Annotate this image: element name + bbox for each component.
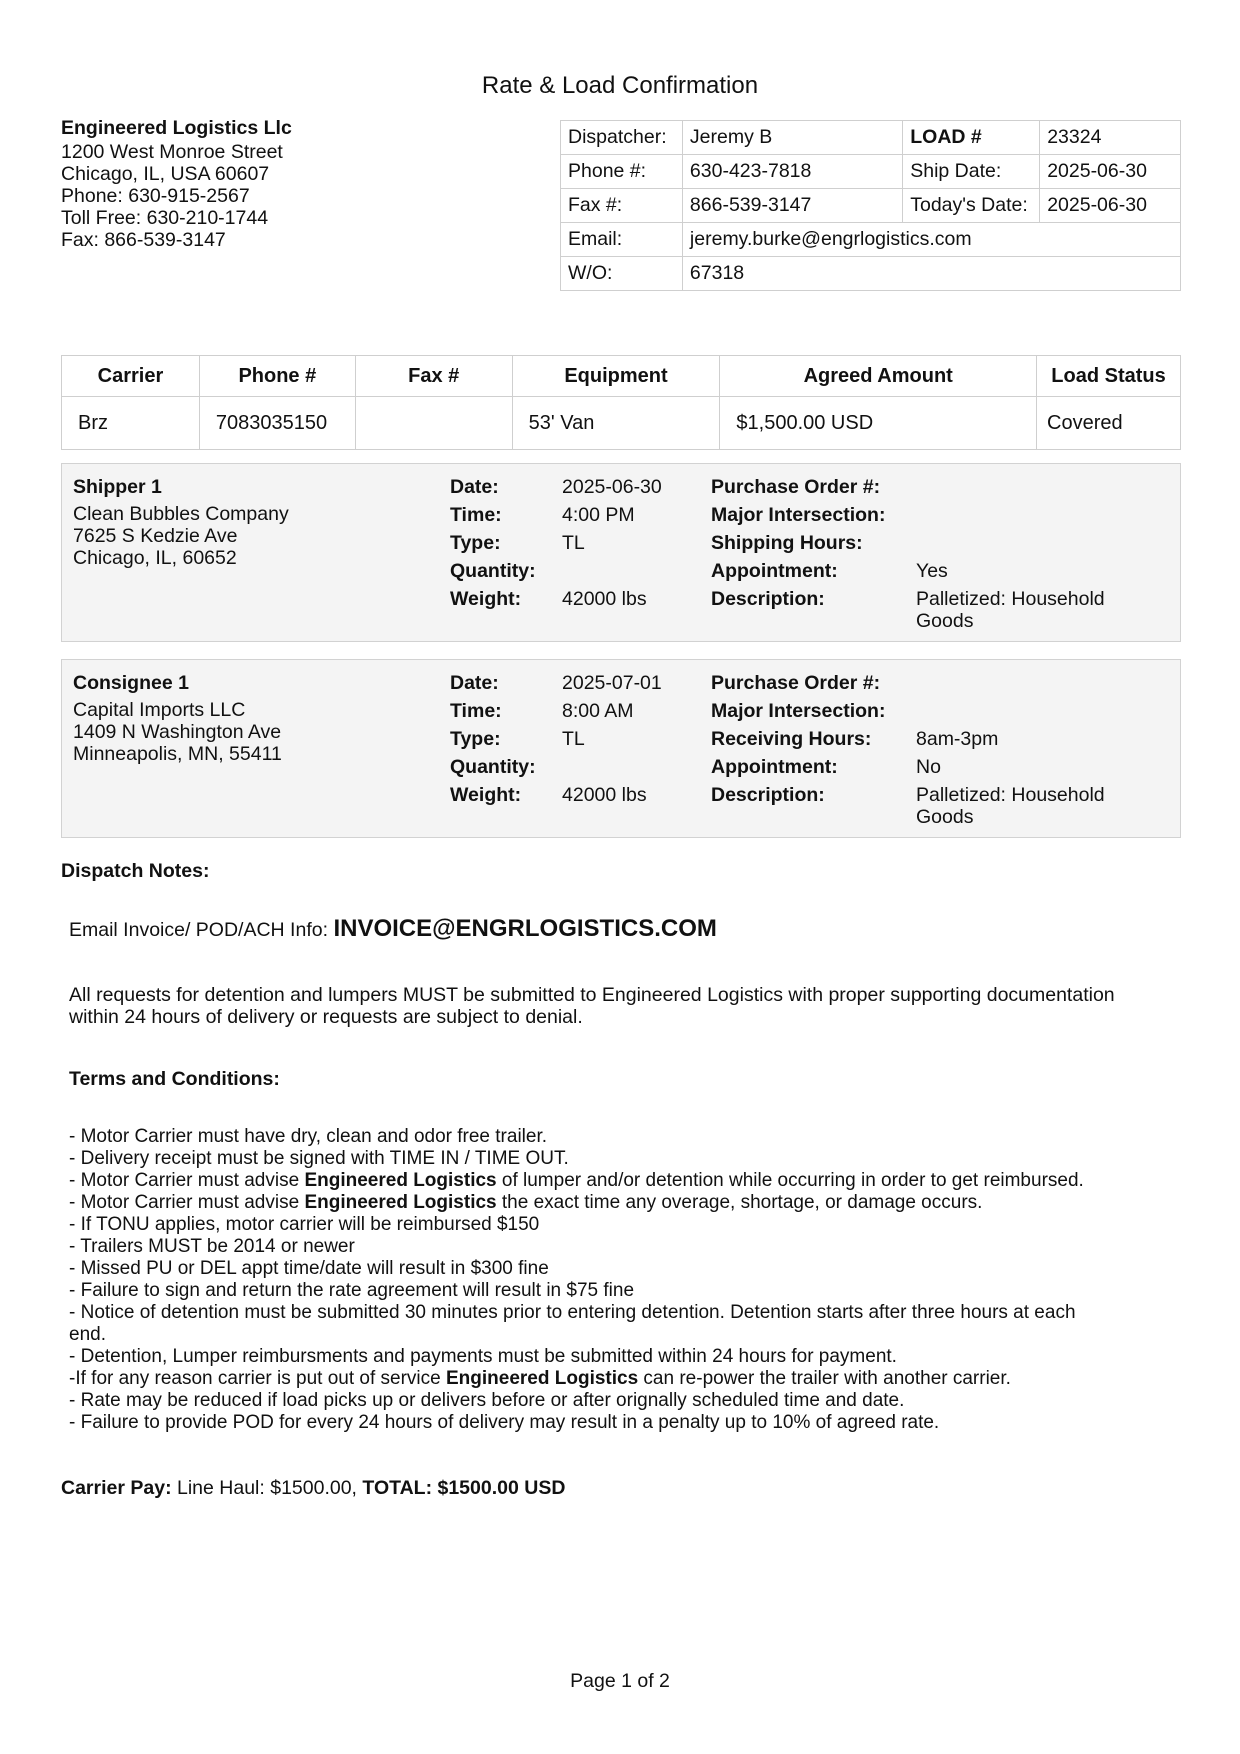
consignee-quantity-label: Quantity: [450, 756, 536, 778]
consignee-description-line1: Palletized: Household [916, 784, 1105, 806]
list-item [69, 1170, 1084, 1192]
carrier-phone-header: Phone # [199, 356, 355, 397]
list-item: - Rate may be reduced if load picks up or delivers before or after orignally scheduled time and date. [69, 1390, 905, 1411]
invoice-email-address[interactable]: INVOICE@ENGRLOGISTICS.COM [333, 915, 717, 942]
document-title: Rate & Load Confirmation [481, 72, 759, 99]
shipper-quantity-label: Quantity: [450, 560, 536, 582]
consignee-time-label: Time: [450, 700, 502, 722]
shipper-time-value: 4:00 PM [562, 504, 635, 526]
carrier-pay-line [61, 1477, 565, 1500]
shipper-hours-label: Shipping Hours: [711, 532, 863, 554]
shipper-po-label: Purchase Order #: [711, 476, 881, 498]
consignee-time-value: 8:00 AM [562, 700, 634, 722]
load-number-value: 23324 [1040, 121, 1181, 155]
term-company-name: Engineered Logistics [304, 1170, 497, 1191]
terms-list [69, 1126, 1084, 1434]
shipper-type-value: TL [562, 532, 585, 554]
list-item: - Detention, Lumper reimbursments and payments must be submitted within 24 hours for payment. [69, 1346, 897, 1367]
company-city-line: Chicago, IL, USA 60607 [61, 163, 270, 185]
work-order-value: 67318 [682, 257, 1180, 291]
shipper-intersection-label: Major Intersection: [711, 504, 886, 526]
dispatcher-label: Dispatcher: [561, 121, 683, 155]
consignee-hours-label: Receiving Hours: [711, 728, 872, 750]
term-company-name: Engineered Logistics [446, 1368, 639, 1389]
line-haul-text: Line Haul: $1500.00, [171, 1477, 363, 1499]
company-fax: Fax: 866-539-3147 [61, 229, 226, 251]
equipment-cell: 53' Van [512, 397, 720, 450]
ship-date-label: Ship Date: [903, 155, 1040, 189]
list-item: - Delivery receipt must be signed with TIME IN / TIME OUT. [69, 1148, 569, 1169]
ship-date-value: 2025-06-30 [1040, 155, 1181, 189]
carrier-table [61, 355, 1181, 450]
agreed-amount-header: Agreed Amount [720, 356, 1037, 397]
load-status-header: Load Status [1037, 356, 1181, 397]
consignee-appointment-value: No [916, 756, 941, 778]
detention-notice [69, 984, 1115, 1028]
consignee-description-line2: Goods [916, 806, 974, 828]
shipper-appointment-value: Yes [916, 560, 948, 582]
todays-date-label: Today's Date: [903, 189, 1040, 223]
company-address-line: 1200 West Monroe Street [61, 141, 283, 163]
list-item: - Motor Carrier must have dry, clean and odor free trailer. [69, 1126, 548, 1147]
terms-heading: Terms and Conditions: [69, 1068, 280, 1090]
fax-value: 866-539-3147 [682, 189, 902, 223]
total-amount: TOTAL: $1500.00 USD [362, 1477, 566, 1499]
equipment-header: Equipment [512, 356, 720, 397]
consignee-weight-label: Weight: [450, 784, 522, 806]
consignee-name: Capital Imports LLC [73, 699, 246, 721]
email-value[interactable]: jeremy.burke@engrlogistics.com [682, 223, 1180, 257]
list-item: - Failure to sign and return the rate agreement will result in $75 fine [69, 1280, 635, 1301]
list-item-continuation: end. [69, 1324, 106, 1345]
shipper-type-label: Type: [450, 532, 501, 554]
phone-label: Phone #: [561, 155, 683, 189]
agreed-amount-cell: $1,500.00 USD [720, 397, 1037, 450]
todays-date-value: 2025-06-30 [1040, 189, 1181, 223]
page-number: Page 1 of 2 [570, 1670, 670, 1692]
shipper-address: 7625 S Kedzie Ave [73, 525, 238, 547]
email-invoice-line [69, 915, 717, 942]
carrier-table-header-row [62, 356, 1181, 397]
term-text: can re-power the trailer with another carrier. [638, 1368, 1011, 1389]
shipper-city: Chicago, IL, 60652 [73, 547, 237, 569]
consignee-description-label: Description: [711, 784, 825, 806]
shipper-description-label: Description: [711, 588, 825, 610]
detention-notice-line2: within 24 hours of delivery or requests are subject to denial. [69, 1006, 583, 1028]
carrier-phone-cell: 7083035150 [199, 397, 355, 450]
email-label: Email: [561, 223, 683, 257]
consignee-city: Minneapolis, MN, 55411 [73, 743, 282, 765]
consignee-date-label: Date: [450, 672, 499, 694]
consignee-box [61, 659, 1181, 838]
detention-notice-line1: All requests for detention and lumpers MUST be submitted to Engineered Logistics with proper supporting documentation [69, 984, 1115, 1006]
shipper-description-line1: Palletized: Household [916, 588, 1105, 610]
shipper-description-line2: Goods [916, 610, 974, 632]
shipper-date-value: 2025-06-30 [562, 476, 662, 498]
consignee-intersection-label: Major Intersection: [711, 700, 886, 722]
dispatch-info-table [560, 120, 1181, 291]
list-item: - Trailers MUST be 2014 or newer [69, 1236, 355, 1257]
shipper-time-label: Time: [450, 504, 502, 526]
fax-label: Fax #: [561, 189, 683, 223]
list-item: - If TONU applies, motor carrier will be reimbursed $150 [69, 1214, 540, 1235]
company-info [61, 117, 292, 251]
consignee-type-value: TL [562, 728, 585, 750]
shipper-name: Clean Bubbles Company [73, 503, 289, 525]
term-company-name: Engineered Logistics [304, 1192, 497, 1213]
consignee-date-value: 2025-07-01 [562, 672, 662, 694]
load-status-cell: Covered [1037, 397, 1181, 450]
term-text: of lumper and/or detention while occurring in order to get reimbursed. [496, 1170, 1084, 1191]
consignee-appointment-label: Appointment: [711, 756, 838, 778]
list-item: - Failure to provide POD for every 24 hours of delivery may result in a penalty up to 10% of agreed rate. [69, 1412, 940, 1433]
company-toll-free: Toll Free: 630-210-1744 [61, 207, 269, 229]
consignee-po-label: Purchase Order #: [711, 672, 881, 694]
email-invoice-prefix: Email Invoice/ POD/ACH Info: [69, 919, 329, 941]
term-text: - Motor Carrier must advise [69, 1192, 305, 1213]
list-item [69, 1192, 1084, 1214]
phone-value: 630-423-7818 [682, 155, 902, 189]
load-number-label: LOAD # [903, 121, 1040, 155]
list-item: - Missed PU or DEL appt time/date will result in $300 fine [69, 1258, 549, 1279]
carrier-pay-label: Carrier Pay: [61, 1477, 172, 1499]
carrier-fax-cell [355, 397, 512, 450]
shipper-box [61, 463, 1181, 642]
work-order-label: W/O: [561, 257, 683, 291]
shipper-weight-label: Weight: [450, 588, 522, 610]
consignee-address: 1409 N Washington Ave [73, 721, 282, 743]
dispatcher-value: Jeremy B [682, 121, 902, 155]
term-text: -If for any reason carrier is put out of service [69, 1368, 446, 1389]
dispatch-notes-heading: Dispatch Notes: [61, 860, 210, 882]
term-text: the exact time any overage, shortage, or damage occurs. [496, 1192, 983, 1213]
shipper-title: Shipper 1 [73, 476, 162, 498]
term-text: - Motor Carrier must advise [69, 1170, 305, 1191]
consignee-type-label: Type: [450, 728, 501, 750]
list-item [69, 1368, 1084, 1390]
company-name: Engineered Logistics Llc [61, 117, 292, 139]
carrier-fax-header: Fax # [355, 356, 512, 397]
shipper-weight-value: 42000 lbs [562, 588, 647, 610]
consignee-title: Consignee 1 [73, 672, 189, 694]
consignee-weight-value: 42000 lbs [562, 784, 647, 806]
list-item: - Notice of detention must be submitted 30 minutes prior to entering detention. Detention starts after three hours at each [69, 1302, 1076, 1323]
table-row [62, 397, 1181, 450]
carrier-header: Carrier [62, 356, 200, 397]
company-phone: Phone: 630-915-2567 [61, 185, 250, 207]
carrier-name-cell: Brz [62, 397, 200, 450]
shipper-date-label: Date: [450, 476, 499, 498]
consignee-hours-value: 8am-3pm [916, 728, 999, 750]
shipper-appointment-label: Appointment: [711, 560, 838, 582]
